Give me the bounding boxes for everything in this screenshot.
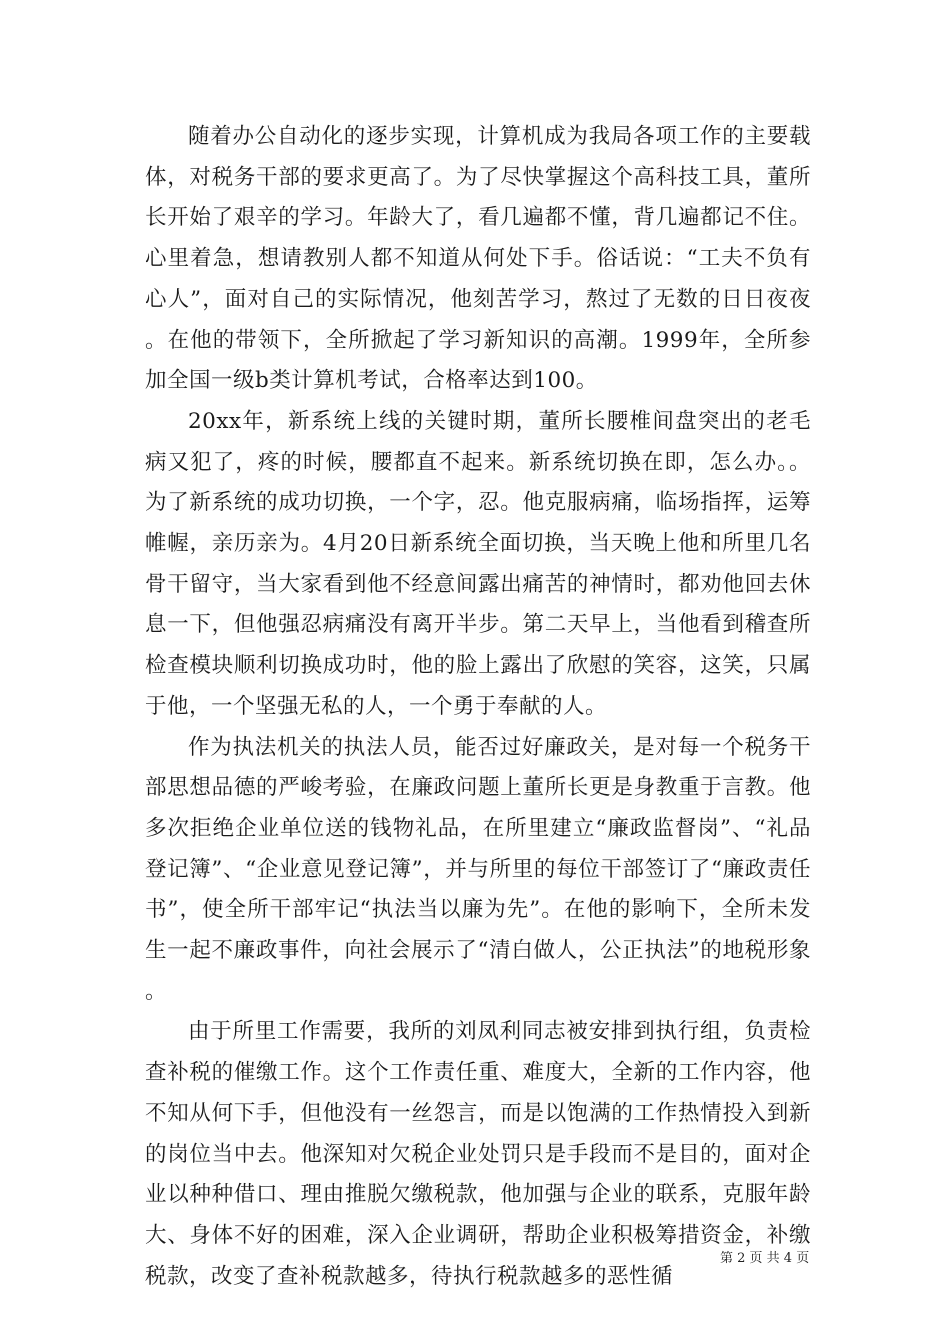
page-number-footer: 第 2 页 共 4 页	[720, 1251, 810, 1266]
paragraph-tax-collection: 由于所里工作需要，我所的刘凤利同志被安排到执行组，负责检查补税的催缴工作。这个工作责任重、难度大，全新的工作内容，他不知从何下手，但他没有一丝怨言，而是以饱满的工作热情投入到新的岗位当中去。他深知对欠税企业处罚只是手段而不是目的，面对企业以种种借口、理由推脱欠缴税款，他加强与企业的联系，克服年龄大、身体不好的困难，深入企业调研，帮助企业积极筹措资金，补缴税款，改变了查补税款越多，待执行税款越多的恶性循	[145, 1019, 811, 1289]
paragraph-integrity: 作为执法机关的执法人员，能否过好廉政关，是对每一个税务干部思想品德的严峻考验，在廉政问题上董所长更是身教重于言教。他多次拒绝企业单位送的钱物礼品，在所里建立“廉政监督岗”、“礼品登记簿”、“企业意见登记簿”，并与所里的每位干部签订了“廉政责任书”，使全所干部牢记“执法当以廉为先”。在他的影响下，全所未发生一起不廉政事件，向社会展示了“清白做人，公正执法”的地税形象。	[145, 734, 811, 1004]
paragraph-system-switch: 20xx年，新系统上线的关键时期，董所长腰椎间盘突出的老毛病又犯了，疼的时候，腰都直不起来。新系统切换在即，怎么办。。为了新系统的成功切换，一个字，忍。他克服病痛，临场指挥，运筹帷幄，亲历亲为。4月20日新系统全面切换，当天晚上他和所里几名骨干留守，当大家看到他不经意间露出痛苦的神情时，都劝他回去休息一下，但他强忍病痛没有离开半步。第二天早上，当他看到稽查所检查模块顺利切换成功时，他的脸上露出了欣慰的笑容，这笑，只属于他，一个坚强无私的人，一个勇于奉献的人。	[145, 408, 811, 719]
paragraph-computer-learning: 随着办公自动化的逐步实现，计算机成为我局各项工作的主要载体，对税务干部的要求更高了。为了尽快掌握这个高科技工具，董所长开始了艰辛的学习。年龄大了，看几遍都不懂，背几遍都记不住。心里着急，想请教别人都不知道从何处下手。俗话说：“工夫不负有心人”，面对自己的实际情况，他刻苦学习，熬过了无数的日日夜夜。在他的带领下，全所掀起了学习新知识的高潮。1999年，全所参加全国一级b类计算机考试，合格率达到100。	[145, 124, 811, 394]
document-body	[145, 117, 811, 1297]
